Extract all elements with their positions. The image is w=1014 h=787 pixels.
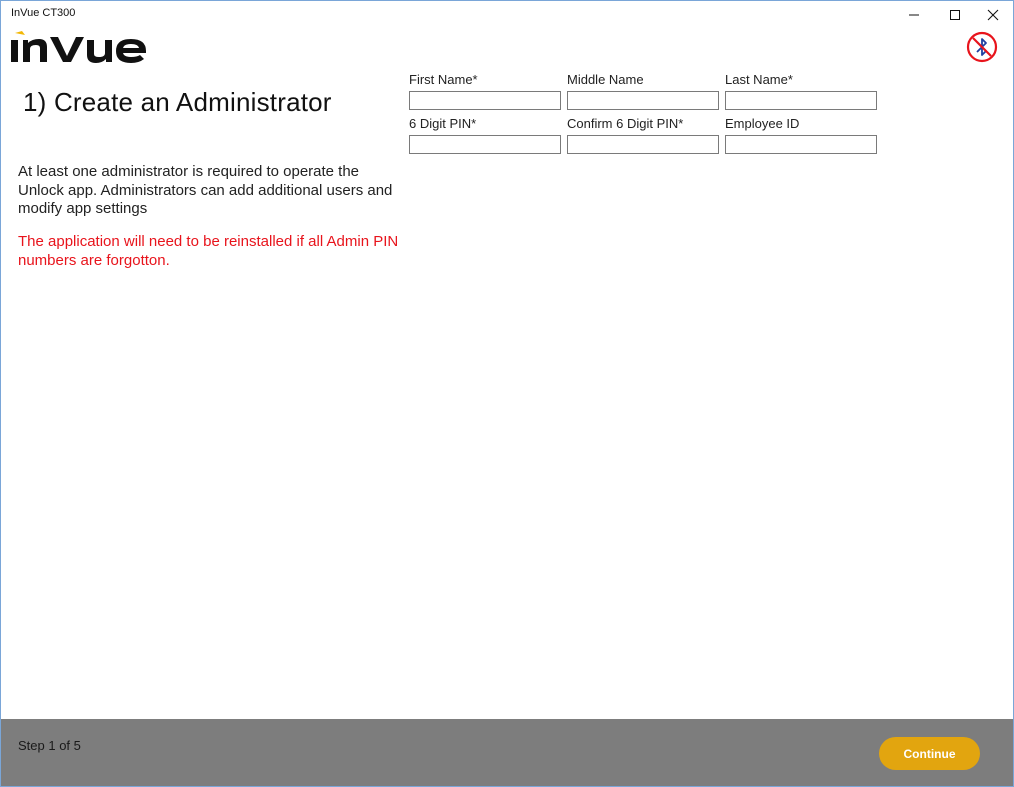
page-title: 1) Create an Administrator	[23, 87, 332, 117]
step-indicator: Step 1 of 5	[18, 738, 81, 753]
middle-name-label: Middle Name	[567, 72, 644, 87]
invue-logo-icon	[9, 29, 159, 65]
confirm-pin-label: Confirm 6 Digit PIN*	[567, 116, 684, 131]
pin-label: 6 Digit PIN*	[409, 116, 477, 131]
continue-button[interactable]: Continue	[879, 737, 980, 770]
middle-name-input[interactable]	[567, 91, 719, 110]
first-name-label: First Name*	[409, 72, 478, 87]
last-name-input[interactable]	[725, 91, 877, 110]
employee-id-label: Employee ID	[725, 116, 800, 131]
title-bar	[1, 1, 1013, 29]
employee-id-input[interactable]	[725, 135, 877, 154]
bluetooth-off-icon[interactable]	[965, 30, 999, 64]
last-name-label: Last Name*	[725, 72, 793, 87]
minimize-icon	[908, 9, 920, 21]
close-button[interactable]	[973, 1, 1013, 29]
maximize-button[interactable]	[935, 1, 975, 29]
first-name-input[interactable]	[409, 91, 561, 110]
maximize-icon	[949, 9, 961, 21]
warning-text: The application will need to be reinstalled if all Admin PIN numbers are forgotton.	[18, 233, 399, 269]
pin-input[interactable]	[409, 135, 561, 154]
close-icon	[987, 9, 999, 21]
minimize-button[interactable]	[894, 1, 934, 29]
description-text: At least one administrator is required to operate the Unlock app. Administrators can add additional users and modify app settings	[18, 163, 393, 217]
confirm-pin-input[interactable]	[567, 135, 719, 154]
window-title: InVue CT300	[11, 7, 76, 19]
footer-bar	[1, 719, 1013, 786]
